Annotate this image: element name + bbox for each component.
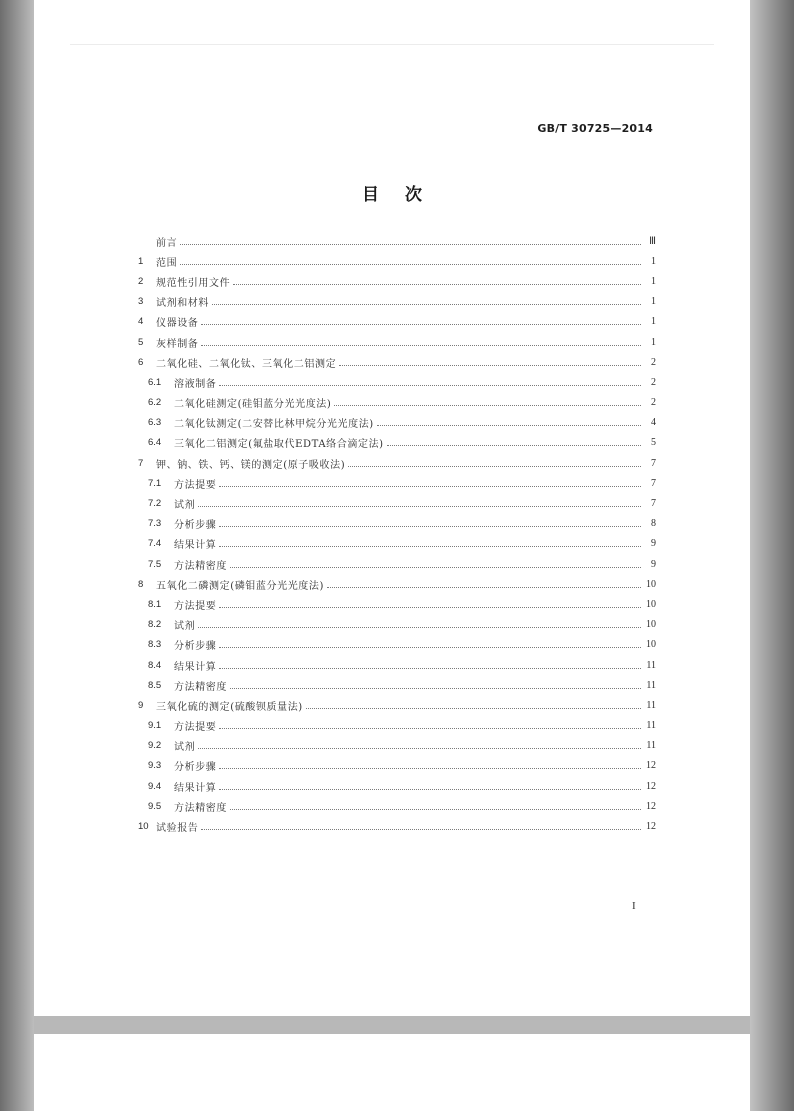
- dot-leader: [198, 626, 641, 628]
- toc-entry-label: 方法精密度: [174, 560, 227, 572]
- toc-entry[interactable]: [138, 514, 656, 534]
- dot-leader: [233, 283, 641, 285]
- toc-entry-number: 5: [138, 336, 144, 348]
- toc-entry-label: 结果计算: [174, 782, 217, 794]
- toc-entry-label: 试剂: [174, 742, 196, 754]
- toc-entry-label: 前言: [156, 237, 178, 249]
- dot-leader: [219, 727, 641, 729]
- dot-leader: [377, 424, 641, 426]
- toc-entry[interactable]: [138, 675, 656, 695]
- toc-entry-page: 10: [646, 578, 656, 590]
- toc-entry[interactable]: [138, 292, 656, 312]
- standard-number: GB/T 30725—2014: [537, 122, 653, 135]
- toc-entry-number: 8.4: [148, 659, 162, 671]
- dot-leader: [219, 485, 641, 487]
- dot-leader: [219, 384, 641, 386]
- toc-entry[interactable]: [138, 433, 656, 453]
- dot-leader: [201, 344, 641, 346]
- toc-entry-page: Ⅲ: [649, 235, 656, 247]
- toc-entry[interactable]: [138, 635, 656, 655]
- toc-entry-label: 三氧化硫的测定(硫酸钡质量法): [156, 701, 303, 713]
- toc-entry-page: 1: [651, 255, 656, 267]
- dot-leader: [219, 606, 641, 608]
- dot-leader: [230, 566, 641, 568]
- toc-entry-label: 方法提要: [174, 479, 217, 491]
- dot-leader: [230, 687, 641, 689]
- toc-entry[interactable]: [138, 271, 656, 291]
- toc-entry-label: 规范性引用文件: [156, 277, 231, 289]
- dot-leader: [198, 747, 641, 749]
- dot-leader: [219, 788, 641, 790]
- toc-entry-number: 8.1: [148, 598, 162, 610]
- toc-entry-label: 结果计算: [174, 661, 217, 673]
- toc-entry-page: 1: [651, 336, 656, 348]
- header-rule: [70, 44, 714, 45]
- toc-entry-label: 三氧化二铝测定(氟盐取代EDTA络合滴定法): [174, 439, 384, 451]
- toc-entry-number: 7.5: [148, 558, 162, 570]
- toc-entry-page: 12: [646, 821, 656, 833]
- toc-entry[interactable]: [138, 372, 656, 392]
- toc-entry-page: 12: [646, 780, 656, 792]
- toc-entry[interactable]: [138, 453, 656, 473]
- toc-entry-label: 二氧化硅测定(硅钼蓝分光光度法): [174, 399, 332, 411]
- toc-entry-page: 10: [646, 639, 656, 651]
- toc-entry-page: 10: [646, 619, 656, 631]
- toc-entry[interactable]: [138, 312, 656, 332]
- toc-entry[interactable]: [138, 352, 656, 372]
- document-page: [34, 0, 750, 1016]
- dot-leader: [339, 364, 641, 366]
- toc-entry-label: 方法提要: [174, 600, 217, 612]
- dot-leader: [219, 667, 641, 669]
- toc-entry-page: 11: [646, 699, 656, 711]
- toc-entry-page: 7: [651, 477, 656, 489]
- toc-entry[interactable]: [138, 231, 656, 251]
- toc-entry-number: 9.2: [148, 740, 162, 752]
- toc-entry[interactable]: [138, 796, 656, 816]
- toc-entry-label: 分析步骤: [174, 520, 217, 532]
- toc-entry[interactable]: [138, 615, 656, 635]
- toc-entry[interactable]: [138, 574, 656, 594]
- toc-entry-label: 方法精密度: [174, 802, 227, 814]
- toc-entry-page: 1: [651, 296, 656, 308]
- toc-entry-number: 8: [138, 578, 144, 590]
- toc-entry-label: 结果计算: [174, 540, 217, 552]
- toc-entry-number: 1: [138, 255, 144, 267]
- toc-entry[interactable]: [138, 493, 656, 513]
- toc-entry-label: 试验报告: [156, 823, 199, 835]
- toc-entry[interactable]: [138, 756, 656, 776]
- dot-leader: [198, 505, 641, 507]
- toc-entry-number: 8.2: [148, 619, 162, 631]
- dot-leader: [348, 465, 641, 467]
- toc-entry[interactable]: [138, 695, 656, 715]
- toc-entry[interactable]: [138, 332, 656, 352]
- toc-entry[interactable]: [138, 393, 656, 413]
- toc-entry-page: 8: [651, 518, 656, 530]
- dot-leader: [387, 444, 641, 446]
- toc-entry[interactable]: [138, 413, 656, 433]
- toc-entry-label: 灰样制备: [156, 338, 199, 350]
- toc-entry[interactable]: [138, 655, 656, 675]
- toc-entry[interactable]: [138, 816, 656, 836]
- viewer-background-left: [0, 0, 34, 1111]
- toc-entry-page: 11: [646, 740, 656, 752]
- toc-entry-number: 9.4: [148, 780, 162, 792]
- toc-entry[interactable]: [138, 594, 656, 614]
- toc-entry-page: 2: [651, 356, 656, 368]
- toc-entry-number: 7.2: [148, 498, 162, 510]
- toc-entry-page: 1: [651, 275, 656, 287]
- toc-entry-page: 2: [651, 376, 656, 388]
- dot-leader: [334, 404, 641, 406]
- toc-entry-label: 五氧化二磷测定(磷钼蓝分光光度法): [156, 580, 325, 592]
- dot-leader: [180, 263, 641, 265]
- dot-leader: [219, 525, 641, 527]
- toc-entry-number: 3: [138, 296, 144, 308]
- toc-entry[interactable]: [138, 534, 656, 554]
- toc-entry-number: 6: [138, 356, 144, 368]
- toc-entry-number: 6.1: [148, 376, 162, 388]
- toc-entry-page: 11: [646, 720, 656, 732]
- toc-entry[interactable]: [138, 716, 656, 736]
- toc-entry-number: 7.4: [148, 538, 162, 550]
- toc-entry-label: 方法精密度: [174, 681, 227, 693]
- toc-entry-number: 6.4: [148, 437, 162, 449]
- toc-entry-number: 4: [138, 316, 144, 328]
- dot-leader: [219, 767, 641, 769]
- dot-leader: [212, 303, 641, 305]
- toc-entry-page: 5: [651, 437, 656, 449]
- toc-entry-label: 范围: [156, 257, 178, 269]
- toc-entry-page: 9: [651, 538, 656, 550]
- toc-entry-label: 试剂和材料: [156, 298, 209, 310]
- toc-entry[interactable]: [138, 776, 656, 796]
- toc-entry-label: 钾、钠、铁、钙、镁的测定(原子吸收法): [156, 459, 346, 471]
- toc-entry-page: 11: [646, 679, 656, 691]
- toc-entry-page: 7: [651, 457, 656, 469]
- dot-leader: [201, 828, 641, 830]
- toc-entry-page: 12: [646, 760, 656, 772]
- dot-leader: [201, 323, 641, 325]
- toc-entry-number: 9.3: [148, 760, 162, 772]
- toc-entry-number: 6.2: [148, 397, 162, 409]
- toc-entry-page: 1: [651, 316, 656, 328]
- toc-entry-label: 分析步骤: [174, 762, 217, 774]
- toc-entry-label: 仪器设备: [156, 318, 199, 330]
- next-document-page: [34, 1034, 750, 1111]
- toc-entry-number: 7.1: [148, 477, 162, 489]
- toc-entry-page: 4: [651, 417, 656, 429]
- toc-entry-number: 7: [138, 457, 144, 469]
- toc-entry-number: 2: [138, 275, 144, 287]
- toc-entry-number: 10: [138, 821, 149, 833]
- toc-entry-label: 方法提要: [174, 722, 217, 734]
- page-title: 目次: [362, 185, 448, 205]
- toc-entry-label: 二氧化钛测定(二安替比林甲烷分光光度法): [174, 419, 374, 431]
- dot-leader: [230, 808, 641, 810]
- viewer-background-right: [750, 0, 794, 1111]
- toc-entry-label: 二氧化硅、二氧化钛、三氧化二铝测定: [156, 358, 337, 370]
- toc-entry-page: 10: [646, 598, 656, 610]
- toc-entry[interactable]: [138, 251, 656, 271]
- toc-entry[interactable]: [138, 473, 656, 493]
- table-of-contents: [138, 231, 656, 837]
- toc-entry[interactable]: [138, 736, 656, 756]
- toc-entry-page: 12: [646, 800, 656, 812]
- toc-entry-number: 9.5: [148, 800, 162, 812]
- dot-leader: [219, 646, 641, 648]
- toc-entry-label: 试剂: [174, 500, 196, 512]
- dot-leader: [219, 545, 641, 547]
- toc-entry-page: 11: [646, 659, 656, 671]
- dot-leader: [306, 707, 641, 709]
- toc-entry-number: 9: [138, 699, 144, 711]
- toc-entry-label: 试剂: [174, 621, 196, 633]
- toc-entry-label: 溶液制备: [174, 378, 217, 390]
- toc-entry-label: 分析步骤: [174, 641, 217, 653]
- toc-entry-number: 8.5: [148, 679, 162, 691]
- toc-entry-number: 7.3: [148, 518, 162, 530]
- toc-entry-number: 9.1: [148, 720, 162, 732]
- dot-leader: [327, 586, 641, 588]
- dot-leader: [180, 243, 641, 245]
- toc-entry-number: 8.3: [148, 639, 162, 651]
- toc-entry-number: 6.3: [148, 417, 162, 429]
- page-number: I: [632, 900, 636, 912]
- toc-entry-page: 7: [651, 498, 656, 510]
- toc-entry[interactable]: [138, 554, 656, 574]
- toc-entry-page: 2: [651, 397, 656, 409]
- toc-entry-page: 9: [651, 558, 656, 570]
